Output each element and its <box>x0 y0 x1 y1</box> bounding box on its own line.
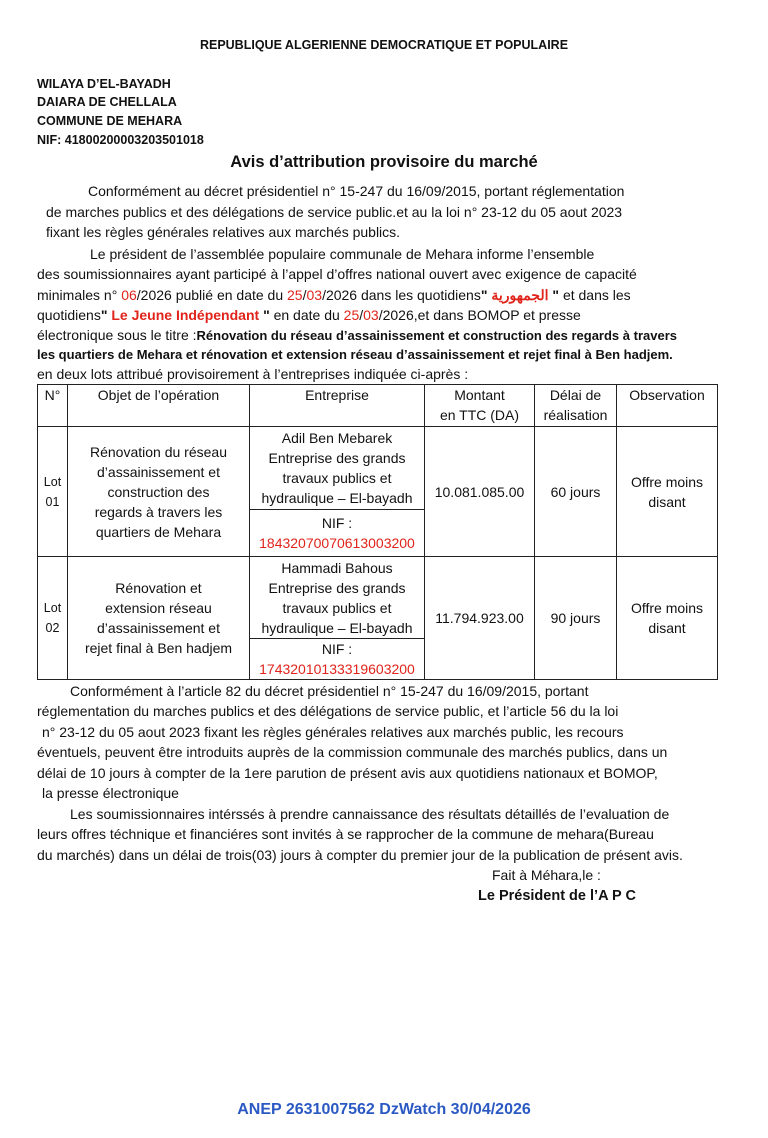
body-line-6: les quartiers de Mehara et rénovation et extension réseau d’assainissement et rejet final à Ben hadjem. <box>37 347 673 362</box>
recours-line-3: n° 23-12 du 05 aout 2023 fixant les règles générales relatives aux marchés public, les recours <box>42 724 624 740</box>
intro-line-1: Conformément au décret présidentiel n° 15-247 du 16/09/2015, portant réglementation <box>88 183 625 199</box>
recours-line-4: éventuels, peuvent être introduits auprès de la commission communale des marchés publics, dans un <box>37 744 668 760</box>
daira-line: DAIARA DE CHELLALA <box>37 95 177 109</box>
invite-line-1: Les soumissionnaires intérssés à prendre cannaissance des résultats détaillés de l’evaluation de <box>70 806 670 822</box>
invite-line-2: leurs offres téchnique et financiéres sont invités à se rapprocher de la commune de mehara(Bureau <box>37 826 654 842</box>
header-observation: Observation <box>617 385 718 427</box>
place-date: Fait à Méhara,le : <box>492 867 601 883</box>
table-row <box>38 427 718 510</box>
header-entreprise: Entreprise <box>250 385 425 427</box>
body-line-7: en deux lots attribué provisoirement à l’entreprises indiquée ci-après : <box>37 366 469 382</box>
lot-nif-cell <box>250 639 425 680</box>
body-line-4: quotidiens" Le Jeune Indépendant " en date du 25/03/2026,et dans BOMOP et presse <box>37 307 581 323</box>
page-title: Avis d’attribution provisoire du marché <box>230 153 538 171</box>
invite-line-3: du marchés) dans un délai de trois(03) jours à compter du premier jour de la publication de présent avis. <box>37 847 683 863</box>
lot-entreprise: Hammadi Bahous Entreprise des grands travaux publics et hydraulique – El-bayadh <box>250 557 425 639</box>
intro-line-2: de marches publics et des délégations de service public.et au la loi n° 23-12 du 05 aout 2023 <box>46 204 623 220</box>
table-row <box>38 557 718 639</box>
anep-reference: ANEP 2631007562 DzWatch 30/04/2026 <box>237 1101 531 1118</box>
avis-number: 06 <box>121 287 137 303</box>
lot-observation: Offre moins disant <box>617 427 718 557</box>
lot-number: Lot 01 <box>38 427 68 557</box>
recours-line-5: délai de 10 jours à compter de la 1ere parution de présent avis aux quotidiens nationaux et BOMOP, <box>37 765 658 781</box>
body-line-2: des soumissionnaires ayant participé à l’appel d’offres national ouvert avec exigence de capacité <box>37 266 637 282</box>
nif-label: NIF : <box>321 641 353 657</box>
recours-line-2: réglementation du marches publics et des délégations de service public, et l’article 56 du la loi <box>37 703 619 719</box>
lot-observation: Offre moins disant <box>617 557 718 680</box>
lot-nif-cell <box>250 510 425 557</box>
nif-value: 18432070070613003200 <box>259 535 415 551</box>
newspaper-jeune-independant: Le Jeune Indépendant <box>107 307 264 323</box>
lot-delai: 60 jours <box>535 427 617 557</box>
body-line-5: électronique sous le titre :Rénovation du réseau d’assainissement et construction des regards à travers <box>37 327 677 343</box>
nif-line: NIF: 41800200003203501018 <box>37 133 204 147</box>
attribution-table <box>37 384 718 680</box>
newspaper-el-djoumhouria: الجمهورية <box>487 287 553 303</box>
recours-line-1: Conformément à l’article 82 du décret présidentiel n° 15-247 du 16/09/2015, portant <box>70 683 589 699</box>
body-line-1: Le président de l’assemblée populaire communale de Mehara informe l’ensemble <box>90 246 595 262</box>
header-objet: Objet de l’opération <box>68 385 250 427</box>
recours-line-6: la presse électronique <box>42 785 179 801</box>
body-line-3: minimales n° 06/2026 publié en date du 25/03/2026 dans les quotidiens" الجمهورية " et dans les <box>37 287 631 303</box>
wilaya-line: WILAYA D’EL-BAYADH <box>37 77 171 91</box>
lot-montant: 11.794.923.00 <box>425 557 535 680</box>
lot-objet: Rénovation et extension réseau d’assainissement et rejet final à Ben hadjem <box>68 557 250 680</box>
signatory-title: Le Président de l’A P C <box>478 888 636 904</box>
header-delai: Délai de réalisation <box>535 385 617 427</box>
intro-line-3: fixant les règles générales relatives aux marchés publics. <box>46 224 401 240</box>
table-header-row <box>38 385 718 427</box>
nif-label: NIF : <box>321 515 353 531</box>
lot-number: Lot 02 <box>38 557 68 680</box>
header-number: N° <box>38 385 68 427</box>
nif-value: 17432010133319603200 <box>259 661 415 677</box>
lot-montant: 10.081.085.00 <box>425 427 535 557</box>
header-montant: Montant en TTC (DA) <box>425 385 535 427</box>
lot-entreprise: Adil Ben Mebarek Entreprise des grands travaux publics et hydraulique – El-bayadh <box>250 427 425 510</box>
lot-objet: Rénovation du réseau d’assainissement et construction des regards à travers les quartiers de Mehara <box>68 427 250 557</box>
project-title: Rénovation du réseau d’assainissement et construction des regards à travers <box>196 328 677 343</box>
lot-delai: 90 jours <box>535 557 617 680</box>
republic-heading: REPUBLIQUE ALGERIENNE DEMOCRATIQUE ET POPULAIRE <box>199 38 569 52</box>
commune-line: COMMUNE DE MEHARA <box>37 114 183 128</box>
